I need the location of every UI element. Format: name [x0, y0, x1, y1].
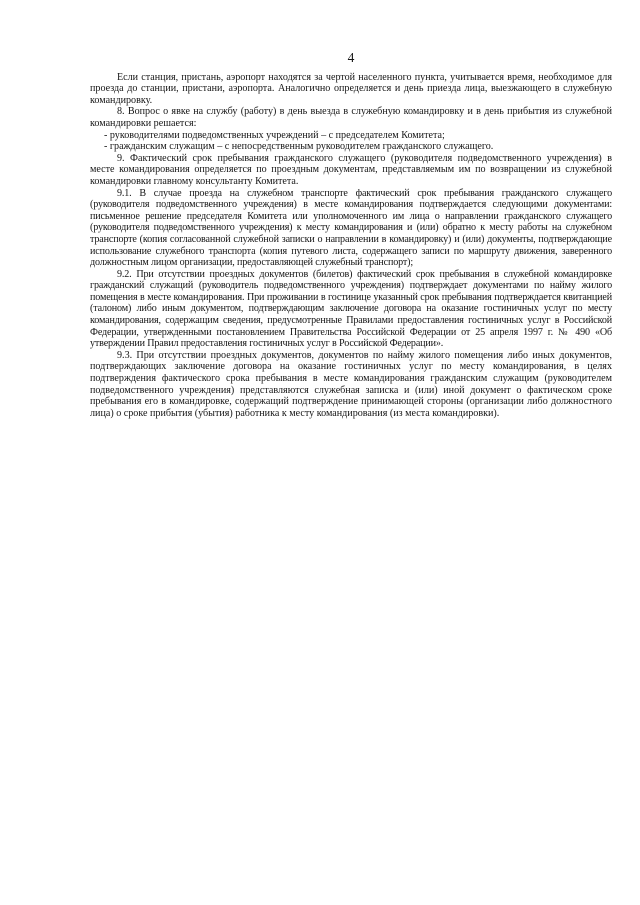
- page-number: 4: [347, 50, 355, 65]
- paragraph-9-2-no-tickets: 9.2. При отсутствии проездных документов (билетов) фактический срок пребывания в служебной командировке гражданский служащий (руководитель подведомственного учреждения) подтверждает документами по найму жилого помещения в месте командирования. При проживании в гостинице указанный срок пребывания подтверждается квитанцией (талоном) либо иным документом, подтверждающим заключение договора на оказание гостиничных услуг по месту командирования, содержащим сведения, предусмотренные Правилами предоставления гостиничных услуг в Российской Федерации, утвержденными постановлением Правительства Российской Федерации от 25 апреля 1997 г. № 490 «Об утверждении Правил предоставления гостиничных услуг в Российской Федерации».: [90, 268, 612, 350]
- paragraph-8-attendance: 8. Вопрос о явке на службу (работу) в день выезда в служебную командировку и в день прибытия из служебной командировки решается:: [90, 106, 612, 129]
- list-item-heads: - руководителями подведомственных учреждений – с председателем Комитета;: [104, 129, 445, 141]
- paragraph-arrival-time: Если станция, пристань, аэропорт находятся за чертой населенного пункта, учитывается время, необходимое для проезда до станции, пристани, аэропорта. Аналогично определяется и день приезда лица, выезжающего в служебную командировку.: [90, 71, 612, 106]
- list-item-civil-servant: - гражданским служащим – с непосредственным руководителем гражданского служащего.: [104, 141, 494, 153]
- paragraph-9-1-service-transport: 9.1. В случае проезда на служебном транспорте фактический срок пребывания гражданского служащего (руководителя подведомственного учреждения) в месте командирования подтверждается следующими документами: письменное решение председателя Комитета или уполномоченного им лица о направлении гражданского служащего (руководителя подведомственного учреждения) к месту командирования и (или) обратно к месту работы на служебном транспорте (копия согласованной служебной записки о направлении в командировку) и (или) документы, подтверждающие использование служебного транспорта (копия путевого листа, содержащего записи по маршруту движения, заверенного должностным лицом организации, предоставляющей служебный транспорт);: [90, 187, 612, 269]
- paragraph-9-actual-term: 9. Фактический срок пребывания гражданского служащего (руководителя подведомственного учреждения) в месте командирования определяется по проездным документам, представляемым им по возвращении из служебной командировки главному консультанту Комитета.: [90, 152, 612, 187]
- paragraph-9-3-no-documents: 9.3. При отсутствии проездных документов, документов по найму жилого помещения либо иных документов, подтверждающих заключение договора на оказание гостиничных услуг по месту командирования, в целях подтверждения фактического срока пребывания в месте командирования гражданским служащим (руководителем подведомственного учреждения) представляются служебная записка и (или) иной документ о фактическом сроке пребывания его в командировке, содержащий подтверждение принимающей стороны (организации либо должностного лица) о сроке прибытия (убытия) работника к месту командирования (из места командировки).: [90, 349, 612, 419]
